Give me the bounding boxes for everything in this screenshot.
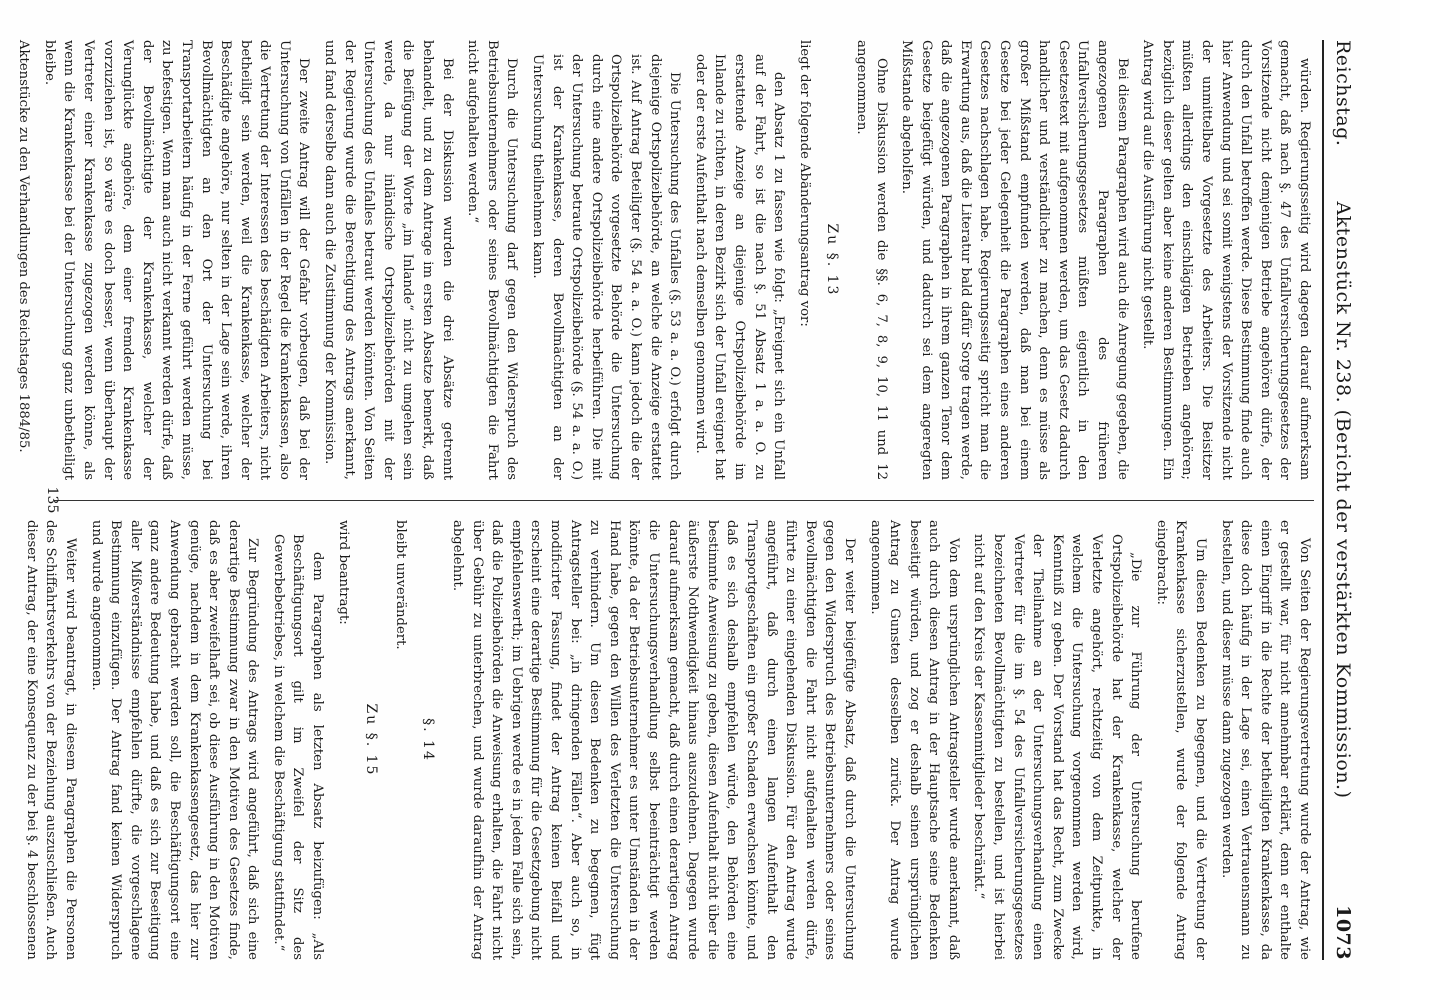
paragraph: bleibt unverändert. [392, 520, 408, 650]
paragraph: Weiter wird beantragt, in diesem Paragraphen die Personen des Schiffahrtsverkehrs von der Beziehung auszuschließen. Auch dieser Antrag, der eine Konsequenz zu der bei §. 4 beschlossenen [23, 520, 78, 960]
quoted-amendment-text: „Die zur Führung der Untersuchung berufene Ortspolizeibehörde hat der Krankenkasse, welcher der Verletzte angehört, rechtzeitig von dem Zeitpunkte, in welchem die Untersuchung vorgenommen werden wird, Kenntniß zu geben. Der Vorstand hat das Recht, zum Zwecke der Theilnahme an der Untersuchungsverhandlung einen Vertreter für die im §. 54 des Unfallversicherungsgesetzes bezeichneten Bevollmächtigten zu bestellen, und ist hierbei nicht auf den Kreis der Kassenmitglieder beschränkt.“ [971, 534, 1144, 960]
paragraph: Bei der Diskussion wurden die drei Absätze getrennt behandelt, und zu dem Antrage im ersten Absatze bemerkt, daß die Beifügung der Worte „im Inlande“ nicht zu umgehen sein werde, da nur inländische Ortspolizeibehörden mit der Untersuchung des Unfalles betraut werden könnten. Von Seiten der Regierung wurde die Berechtigung des Antrags anerkannt, und fand derselbe dann auch die Zustimmung der Kommission. [322, 40, 455, 480]
paragraph: Durch die Untersuchung darf gegen den Widerspruch des Betriebsunternehmers oder seines Bevollmächtigten die Fahrt nicht aufgehalten werden.“ [465, 40, 520, 480]
paragraph: wird beantragt: [335, 520, 351, 625]
paragraph: Der weiter beigefügte Absatz, daß durch die Untersuchung gegen den Widerspruch des Betriebsunternehmers oder seines Bevollmächtigten die Fahrt nicht aufgehalten werden dürfe, führte zu einer eingehenden Diskussion. Für den Antrag wurde angeführt, daß durch einen langen Aufenthalt den Transportgeschäften ein großer Schaden erwachsen könnte, und daß es sich deshalb empfehlen würde, den Behörden eine bestimmte Anweisung zu geben, diesen Aufenthalt nicht über die äußerste Nothwendigkeit hinaus auszudehnen. Dagegen wurde darauf aufmerksam gemacht, daß durch einen derartigen Antrag die Untersuchungsverhandlung selbst beeinträchtigt werden könnte, da der Betriebsunternehmer es unter Umständen in der Hand habe, gegen den Willen des Verletzten die Untersuchung zu verhindern. Um diesen Bedenken zu begegnen, fügt Antragsteller bei: „in dringenden Fällen“. Aber auch so, in modificirter Fassung, findet der Antrag keinen Beifall und erscheint eine derartige Bestimmung für die Gesetzgebung nicht empfehlenswerth; im Uebrigen werde es in jedem Falle sich sein, daß die Polizeibehörden die Anweisung erhalten, die Fahrt nicht über Gebühr zu unterbrechen, und wurde daraufhin der Antrag abgelehnt. [450, 520, 857, 960]
paragraph: Bei diesem Paragraphen wird auch die Anregung gegeben, die angezogenen Paragraphen des früheren Unfallversicherungsgesetzes müßten eigentlich in den Gesetzestext mit aufgenommen werden, um das Gesetz dadurch handlicher und verständlicher zu machen, denn es müsse als großer Mißstand empfunden werden, daß man bei einem Gesetze bei jeder Gelegenheit die Paragraphen eines anderen Gesetzes nachschlagen habe. Regierungsseitig spricht man die Erwartung aus, daß die Literatur bald dafür Sorge tragen werde, daß die angezogenen Paragraphen in ihrem ganzen Tenor dem Gesetze beigefügt würden, und dadurch sei dem angeregten Mißstande abgeholfen. [899, 40, 1130, 480]
paragraph: Von Seiten der Regierungsvertretung wurde der Antrag, wie er gestellt war, für nicht annehmbar erklärt, denn er enthalte einen Eingriff in die Rechte der betheiligten Krankenkasse, da diese doch häufig in der Lage sei, einen Vertrauensmann zu bestellen, und dieser müsse dann zugezogen werden. [1218, 520, 1312, 960]
column-divider [54, 500, 1314, 501]
paragraph: Aktenstücke zu den Verhandlungen des Reichstages 1884/85. [16, 40, 32, 453]
paragraph: Um diesen Bedenken zu begegnen, und die Vertretung der Krankenkasse sicherzustellen, wurde der folgende Antrag eingebracht: [1153, 520, 1209, 960]
paragraph: liegt der folgende Abänderungsantrag vor: [796, 40, 812, 327]
text-column-right [23, 520, 1314, 960]
running-head-title: Aktenstück Nr. 238. (Bericht der verstärkten Kommission.) [1332, 201, 1354, 799]
section-heading: §. 14 [420, 718, 437, 762]
quoted-amendment-text: Die Untersuchung des Unfalles (§. 53 a. a. O.) erfolgt durch diejenige Ortspolizeibehörde, an welche die Anzeige erstattet ist. Auf Antrag Beteiligter (§. 54 a. a. O.) kann jedoch die der Ortspolizeibehörde vorgesetzte Behörde die Untersuchung durch eine andere Ortspolizeibehörde herbeiführen. Die mit der Untersuchung betraute Ortspolizeibehörde (§. 54 a. a. O.) ist der Krankenkasse, deren Bevollmächtigten an der Untersuchung theilnehmen kann. [530, 54, 683, 480]
paragraph: würden. Regierungsseitig wird dagegen darauf aufmerksam gemacht, daß nach §. 47 des Unfallversicherungsgesetzes der Vorsitzende nicht demjenigen Betriebe angehören dürfe, der durch den Unfall betroffen werde. Diese Bestimmung finde auch hier Anwendung und sei somit wenigstens der Vorsitzende nicht der unmittelbare Vorgesetzte des Arbeiters. Die Beisitzer müßten allerdings den einschlägigen Betrieben angehören; bezüglich dieser gelten aber keine anderen Bestimmungen. Ein Antrag wird auf die Ausführung nicht gestellt. [1140, 40, 1312, 480]
running-head [1326, 40, 1354, 960]
section-heading: Zu §. 15 [363, 703, 380, 777]
paragraph: Ohne Diskussion werden die §§. 6, 7, 8, 9, 10, 11 und 12 angenommen. [853, 40, 889, 480]
page-footer-number: 135 [44, 486, 60, 514]
section-heading: Zu §. 13 [824, 223, 841, 297]
running-head-page-number: 1073 [1332, 905, 1354, 960]
paragraph: Von dem ursprünglichen Antragsteller wurde anerkannt, daß auch durch diesen Antrag in der Hauptsache seine Bedenken beseitigt würden, und zog er deshalb seinen ursprünglichen Antrag zu Gunsten desselben zurück. Der Antrag wurde angenommen. [867, 520, 961, 960]
paragraph: Der zweite Antrag will der Gefahr vorbeugen, daß bei der Untersuchung von Unfällen in der Regel die Krankenkassen, also die Vertretung der Interessen des beschädigten Arbeiters, nicht betheiligt sein werden, weil die Krankenkasse, welcher der Beschädigte angehöre, nur selten in der Lage sein werde, ihren Bevollmächtigten an den Ort der Untersuchung bei Transportarbeitern häufig in der Ferne geführt werden müsse, zu befestigen. Wenn man auch nicht verkannt werden dürfe, daß der Bevollmächtigte der Krankenkasse, welcher der Verunglückte angehöre, dem einer fremden Krankenkasse vorzuziehen ist, so wäre es doch besser, wenn überhaupt der Vertreter einer Krankenkasse zugezogen werden könne, als wenn die Krankenkasse bei der Untersuchung ganz unbetheiligt bleibe. [41, 40, 312, 480]
paragraph: Zur Begründung des Antrags wird angeführt, daß sich eine derartige Bestimmung zwar in den Motiven des Gesetzes finde, daß es aber zweifelhaft sei, ob diese Ausführung in den Motiven genüge, nachdem in dem Krankenkassengesetz, das hier zur Anwendung gebracht werden soll, die Beschäftigungsort eine ganz andere Bedeutung habe, und daß es sich zur Beseitigung aller Mißverständnisse empfehlen dürfte, die vorgeschlagene Bestimmung einzufügen. Der Antrag fand keinen Widerspruch und wurde angenommen. [88, 520, 261, 960]
running-head-left: Reichstag. [1332, 40, 1354, 147]
quoted-amendment-text: dem Paragraphen als letzten Absatz beizufügen: „Als Beschäftigungsort gilt im Zweifel der Sitz des Gewerbebetriebes, in welchem die Beschäftigung stattfindet.“ [270, 534, 326, 960]
quoted-amendment-text: den Absatz 1 zu fassen wie folgt: „Ereignet sich ein Unfall auf der Fahrt, so ist die nach §. 51 Absatz 1 a. a. O. zu erstattende Anzeige an diejenige Ortspolizeibehörde im Inlande zu richten, in deren Bezirk sich der Unfall ereignet hat oder der erste Aufenthalt nach demselben genommen wird. [692, 54, 787, 480]
text-column-left [16, 40, 1314, 480]
header-rule [1322, 40, 1324, 960]
